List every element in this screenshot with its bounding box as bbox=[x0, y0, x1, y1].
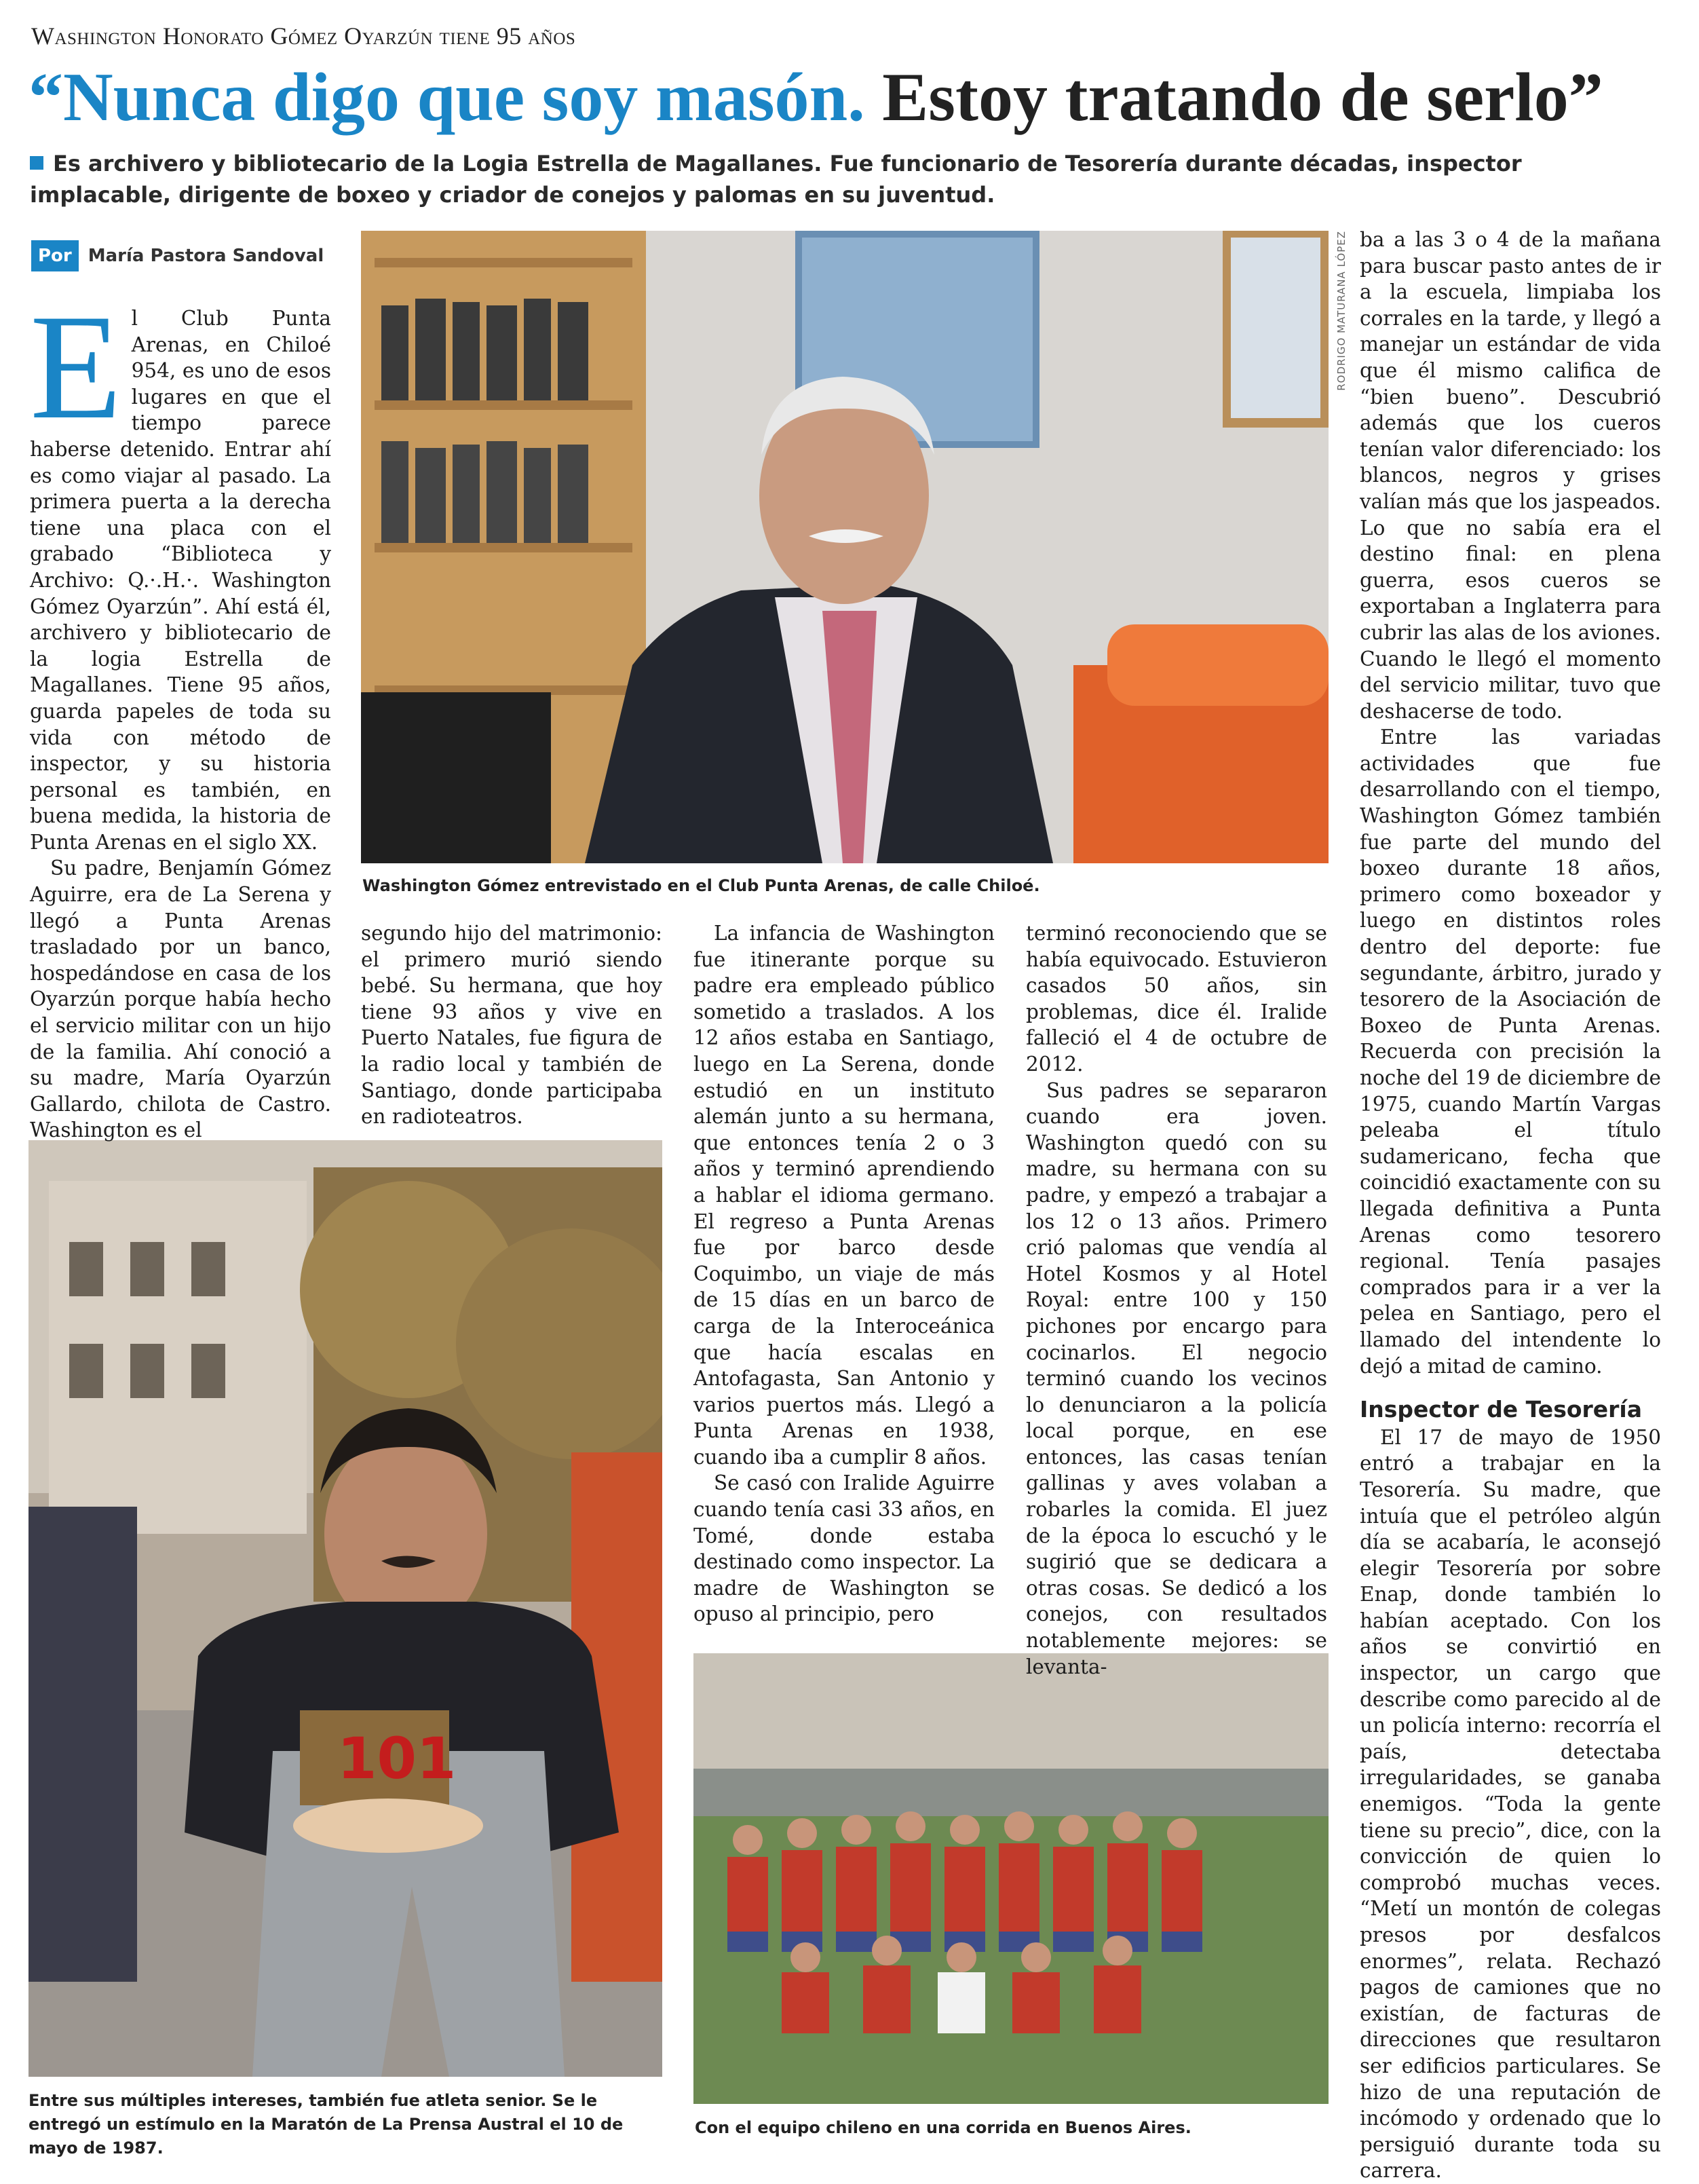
team-photo-illustration bbox=[693, 1653, 1329, 2104]
column-3 bbox=[693, 920, 995, 1627]
column-4 bbox=[1026, 920, 1327, 1680]
runner-photo-caption: Entre sus múltiples intereses, también fue atleta senior. Se le entregó un estímulo en la Maratón de La Prensa Austral el 10 de mayo de 1987. bbox=[28, 2091, 624, 2158]
col5-paragraph-3: El 17 de mayo de 1950 entró a trabajar en la Tesorería. Su madre, que intuía que el petróleo algún día se acabaría, le aconsejó elegir Tesorería por sobre Enap, donde también lo habían aceptado. Con los años se convirtió en inspector, un cargo que describe como parecido al de un policía interno: recorría el país, detectaba irregularidades, se ganaba enemigos. “Toda la gente tiene su precio”, dice, con la convicción de quien lo comprobó muchas veces. “Metí un montón de colegas presos por desfalcos enormes”, relata. Rechazó pagos de camiones que no existían, de facturas de direcciones que resultaron ser edificios particulares. Se hizo de una reputación de incómodo y ordenado que lo persiguió durante toda su carrera. bbox=[1360, 1425, 1661, 2183]
col5-paragraph-2: Entre las variadas actividades que fue desarrollando con el tiempo, Washington Gómez también fue parte del mundo del boxeo durante 18 años, primero como boxeador y luego en distintos roles dentro del deporte: fue segundante, árbitro, jurado y tesorero de la Asociación de Boxeo de Punta Arenas. Recuerda con precisión la noche del 19 de diciembre de 1975, cuando Martín Vargas peleaba el título sudamericano, fecha que coincidió exactamente con su llegada definitiva a Punta Arenas como tesorero regional. Tenía pasajes comprados para ir a ver la pelea en Santiago, pero el llamado del intendente lo dejó a mitad de camino. bbox=[1360, 726, 1661, 1378]
main-photo-illustration bbox=[361, 231, 1329, 863]
article-headline bbox=[28, 60, 1603, 136]
col3-paragraph-2: Se casó con Iralide Aguirre cuando tenía casi 33 años, en Tomé, donde estaba destinado como inspector. La madre de Washington se opuso al principio, pero bbox=[693, 1471, 995, 1626]
main-photo bbox=[361, 231, 1329, 863]
column-5 bbox=[1360, 227, 1661, 2184]
col5-paragraph-1: ba a las 3 o 4 de la mañana para buscar pasto antes de ir a la escuela, limpiaba los corrales en la tarde, y llegó a manejar un estándar de vida que él mismo califica de “bien bueno”. Descubrió además que los cueros tenían valor diferenciado: los blancos, negros y grises valían más que los jaspeados. Lo que no sabía era el destino final: en plena guerra, esos cueros se exportaban a Inglaterra para cubrir las alas de los aviones. Cuando le llegó el momento del servicio militar, tuvo que deshacerse de todo. bbox=[1360, 228, 1661, 723]
byline-label: Por bbox=[31, 240, 79, 271]
article-lede bbox=[30, 148, 1658, 211]
col2-paragraph-1: segundo hijo del matrimonio: el primero murió siendo bebé. Su hermana, que hoy tiene 93 años y vive en Puerto Natales, fue figura de la radio local y también de Santiago, donde participaba en radioteatros. bbox=[361, 922, 662, 1129]
photo-credit: RODRIGO MATURANA LÓPEZ bbox=[1335, 231, 1348, 391]
col3-paragraph-1: La infancia de Washington fue itinerante porque su padre era empleado público sometido a traslados. A los 12 años estaba en Santiago, luego en La Serena, donde estudió en un instituto alemán junto a su hermana, que entonces tenía 2 o 3 años y terminó aprendiendo a hablar el idioma germano. El regreso a Punta Arenas fue por barco desde Coquimbo, un viaje de más de 15 días en un barco de carga de la Interoceánica que hacía escalas en Antofagasta, San Antonio y varios puertos más. Llegó a Punta Arenas en 1938, cuando iba a cumplir 8 años. bbox=[693, 922, 995, 1469]
main-photo-caption: Washington Gómez entrevistado en el Club Punta Arenas, de calle Chiloé. bbox=[362, 876, 1040, 895]
runner-bib-number: 101 bbox=[337, 1725, 457, 1792]
runner-photo bbox=[28, 1140, 662, 2077]
col1-paragraph-1-text: l Club Punta Arenas, en Chiloé 954, es uno de esos lugares en que el tiempo parece haberse detenido. Entrar ahí es como viajar al pasado. La primera puerta a la derecha tiene una placa con el grabado “Biblioteca y Archivo: Q.·.H.·. Washington Gómez Oyarzún”. Ahí está él, archivero y bibliotecario de la logia Estrella de Magallanes. Tiene 95 años, guarda papeles de toda su vida con método de inspector, y su historia personal es también, en buena medida, la historia de Punta Arenas en el siglo XX. bbox=[30, 307, 331, 854]
col1-paragraph-1 bbox=[30, 284, 331, 855]
headline-part-dark: Estoy tratando de serlo” bbox=[864, 59, 1603, 136]
col4-paragraph-1: terminó reconociendo que se había equivocado. Estuvieron casados 50 años, sin problemas, dice él. Iralide falleció el 4 de octubre de 2012. bbox=[1026, 922, 1327, 1076]
byline bbox=[31, 240, 324, 271]
col1-paragraph-2: Su padre, Benjamín Gómez Aguirre, era de La Serena y llegó a Punta Arenas trasladado por un banco, hospedándose en casa de los Oyarzún porque había hecho el servicio militar con un hijo de la familia. Ahí conoció a su madre, María Oyarzún Gallardo, chilota de Castro. Washington es el bbox=[30, 856, 331, 1142]
column-2 bbox=[361, 920, 662, 1130]
article-kicker: Washington Honorato Gómez Oyarzún tiene 95 años bbox=[31, 22, 576, 50]
dropcap-letter: E bbox=[30, 284, 122, 451]
col4-paragraph-2: Sus padres se separaron cuando era joven. Washington quedó con su madre, su hermana con su padre, y empezó a trabajar a los 12 o 13 años. Primero crió palomas que vendía al Hotel Kosmos y al Hotel Royal: entre 100 y 150 pichones por encargo para cocinarlos. El negocio terminó cuando los vecinos lo denunciaron a la policía local porque, en ese entonces, las casas tenían gallinas y aves volaban a robarles la comida. El juez de la época lo escuchó y le sugirió que se dedicara a otras cosas. Se dedicó a los conejos, con resultados notablemente mejores: se levanta- bbox=[1026, 1078, 1327, 1678]
lede-square-icon bbox=[30, 156, 43, 170]
team-photo bbox=[693, 1653, 1329, 2104]
headline-part-blue: “Nunca digo que soy masón. bbox=[28, 59, 865, 136]
column-1 bbox=[30, 284, 331, 1144]
team-photo-caption: Con el equipo chileno en una corrida en Buenos Aires. bbox=[695, 2118, 1191, 2137]
runner-photo-illustration bbox=[28, 1140, 662, 2077]
byline-name: María Pastora Sandoval bbox=[88, 246, 324, 266]
col5-subheading: Inspector de Tesorería bbox=[1360, 1396, 1643, 1423]
lede-text: Es archivero y bibliotecario de la Logia Estrella de Magallanes. Fue funcionario de Tesorería durante décadas, inspector implacable, dirigente de boxeo y criador de conejos y palomas en su juventud. bbox=[30, 151, 1522, 208]
